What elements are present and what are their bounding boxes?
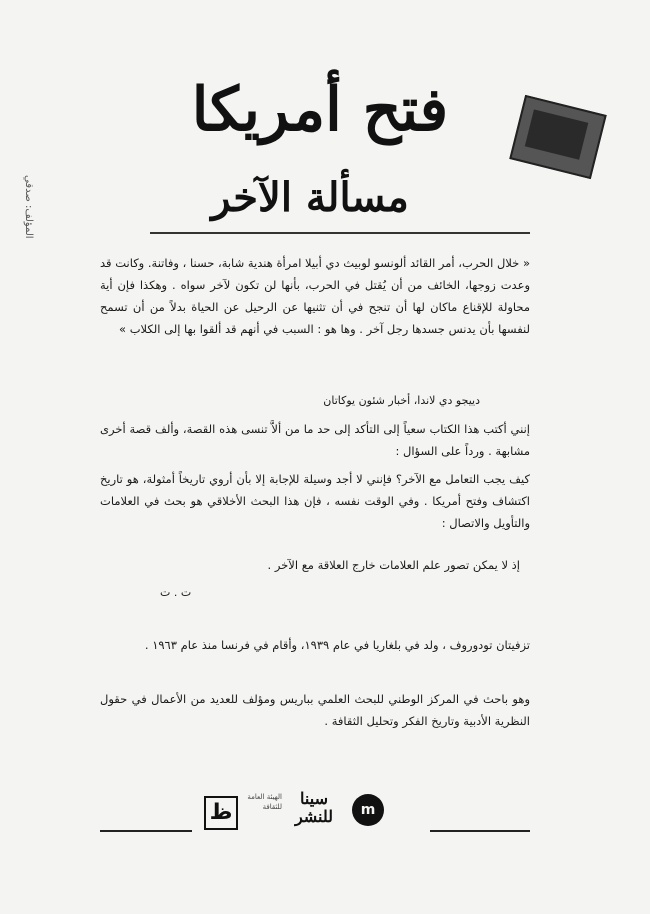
publisher-logo-icon: ظ [204,796,238,830]
stamp-image [509,95,606,179]
side-text: المؤلف: صدقي [23,175,34,239]
publisher-small-text: الهيئة العامة للثقافة [247,793,282,811]
quote-paragraph: « خلال الحرب، أمر القائد ألونسو لوبيث دي أبيلا امرأة هندية شابة، حسنا ، وفاتنة. وكانت قد وعدت زوجها، الخائف من أن يُقتل في الحرب، بأنها لن تكون لآخر سواه . وهكذا فإن أية محاولة للإقناع ماكان لها أن تنجح في أن تثنيها عن الرحيل عن الحياة بدلاً من أن تسمح لنفسها بأن يدنس جسدها رجل آخر . وها هو : السبب في أنهم قد ألقوا بها إلى الكلاب » [100,256,530,336]
author-bio-2: وهو باحث في المركز الوطني للبحث العلمي بباريس ومؤلف للعديد من الأعمال في حقول النظرية الأدبية وتاريخ الفكر وتحليل الثقافة . [100,692,530,728]
author-initials: ت . ت [160,586,192,599]
body-paragraph-1: إنني أكتب هذا الكتاب سعياً إلى التأكد إلى حد ما من ألاَّ تنسى هذه القصة، وألف قصة أخرى مشابهة . ورداً على السؤال : [100,422,530,458]
author-bio-1: تزفيتان تودوروف ، ولد في بلغاريا في عام ١٩٣٩، وأقام في فرنسا منذ عام ١٩٦٣ . [144,638,530,652]
bottom-divider-left [100,830,192,832]
book-subtitle: مسألة الآخر [211,174,409,221]
quote-attribution: دييجو دي لاندا، أخبار شئون يوكاتان [323,394,480,407]
title-divider [150,232,530,234]
body-paragraph-2: كيف يجب التعامل مع الآخر؟ فإنني لا أجد وسيلة للإجابة إلا بأن أروي تاريخاً أمثولة، هو تاريخ اكتشاف وفتح أمريكا . وفي الوقت نفسه ، فإن هذا البحث الأخلاقي هو بحث في العلامات والتأويل والاتصال : [100,472,530,530]
publisher-circle-icon: m [352,794,384,826]
publisher-sina-logo: سينا للنشر [294,789,334,826]
bottom-divider-right [430,830,530,832]
body-paragraph-3: إذ لا يمكن تصور علم العلامات خارج العلاقة مع الآخر . [267,558,520,572]
book-title: فتح أمريكا [191,75,449,145]
